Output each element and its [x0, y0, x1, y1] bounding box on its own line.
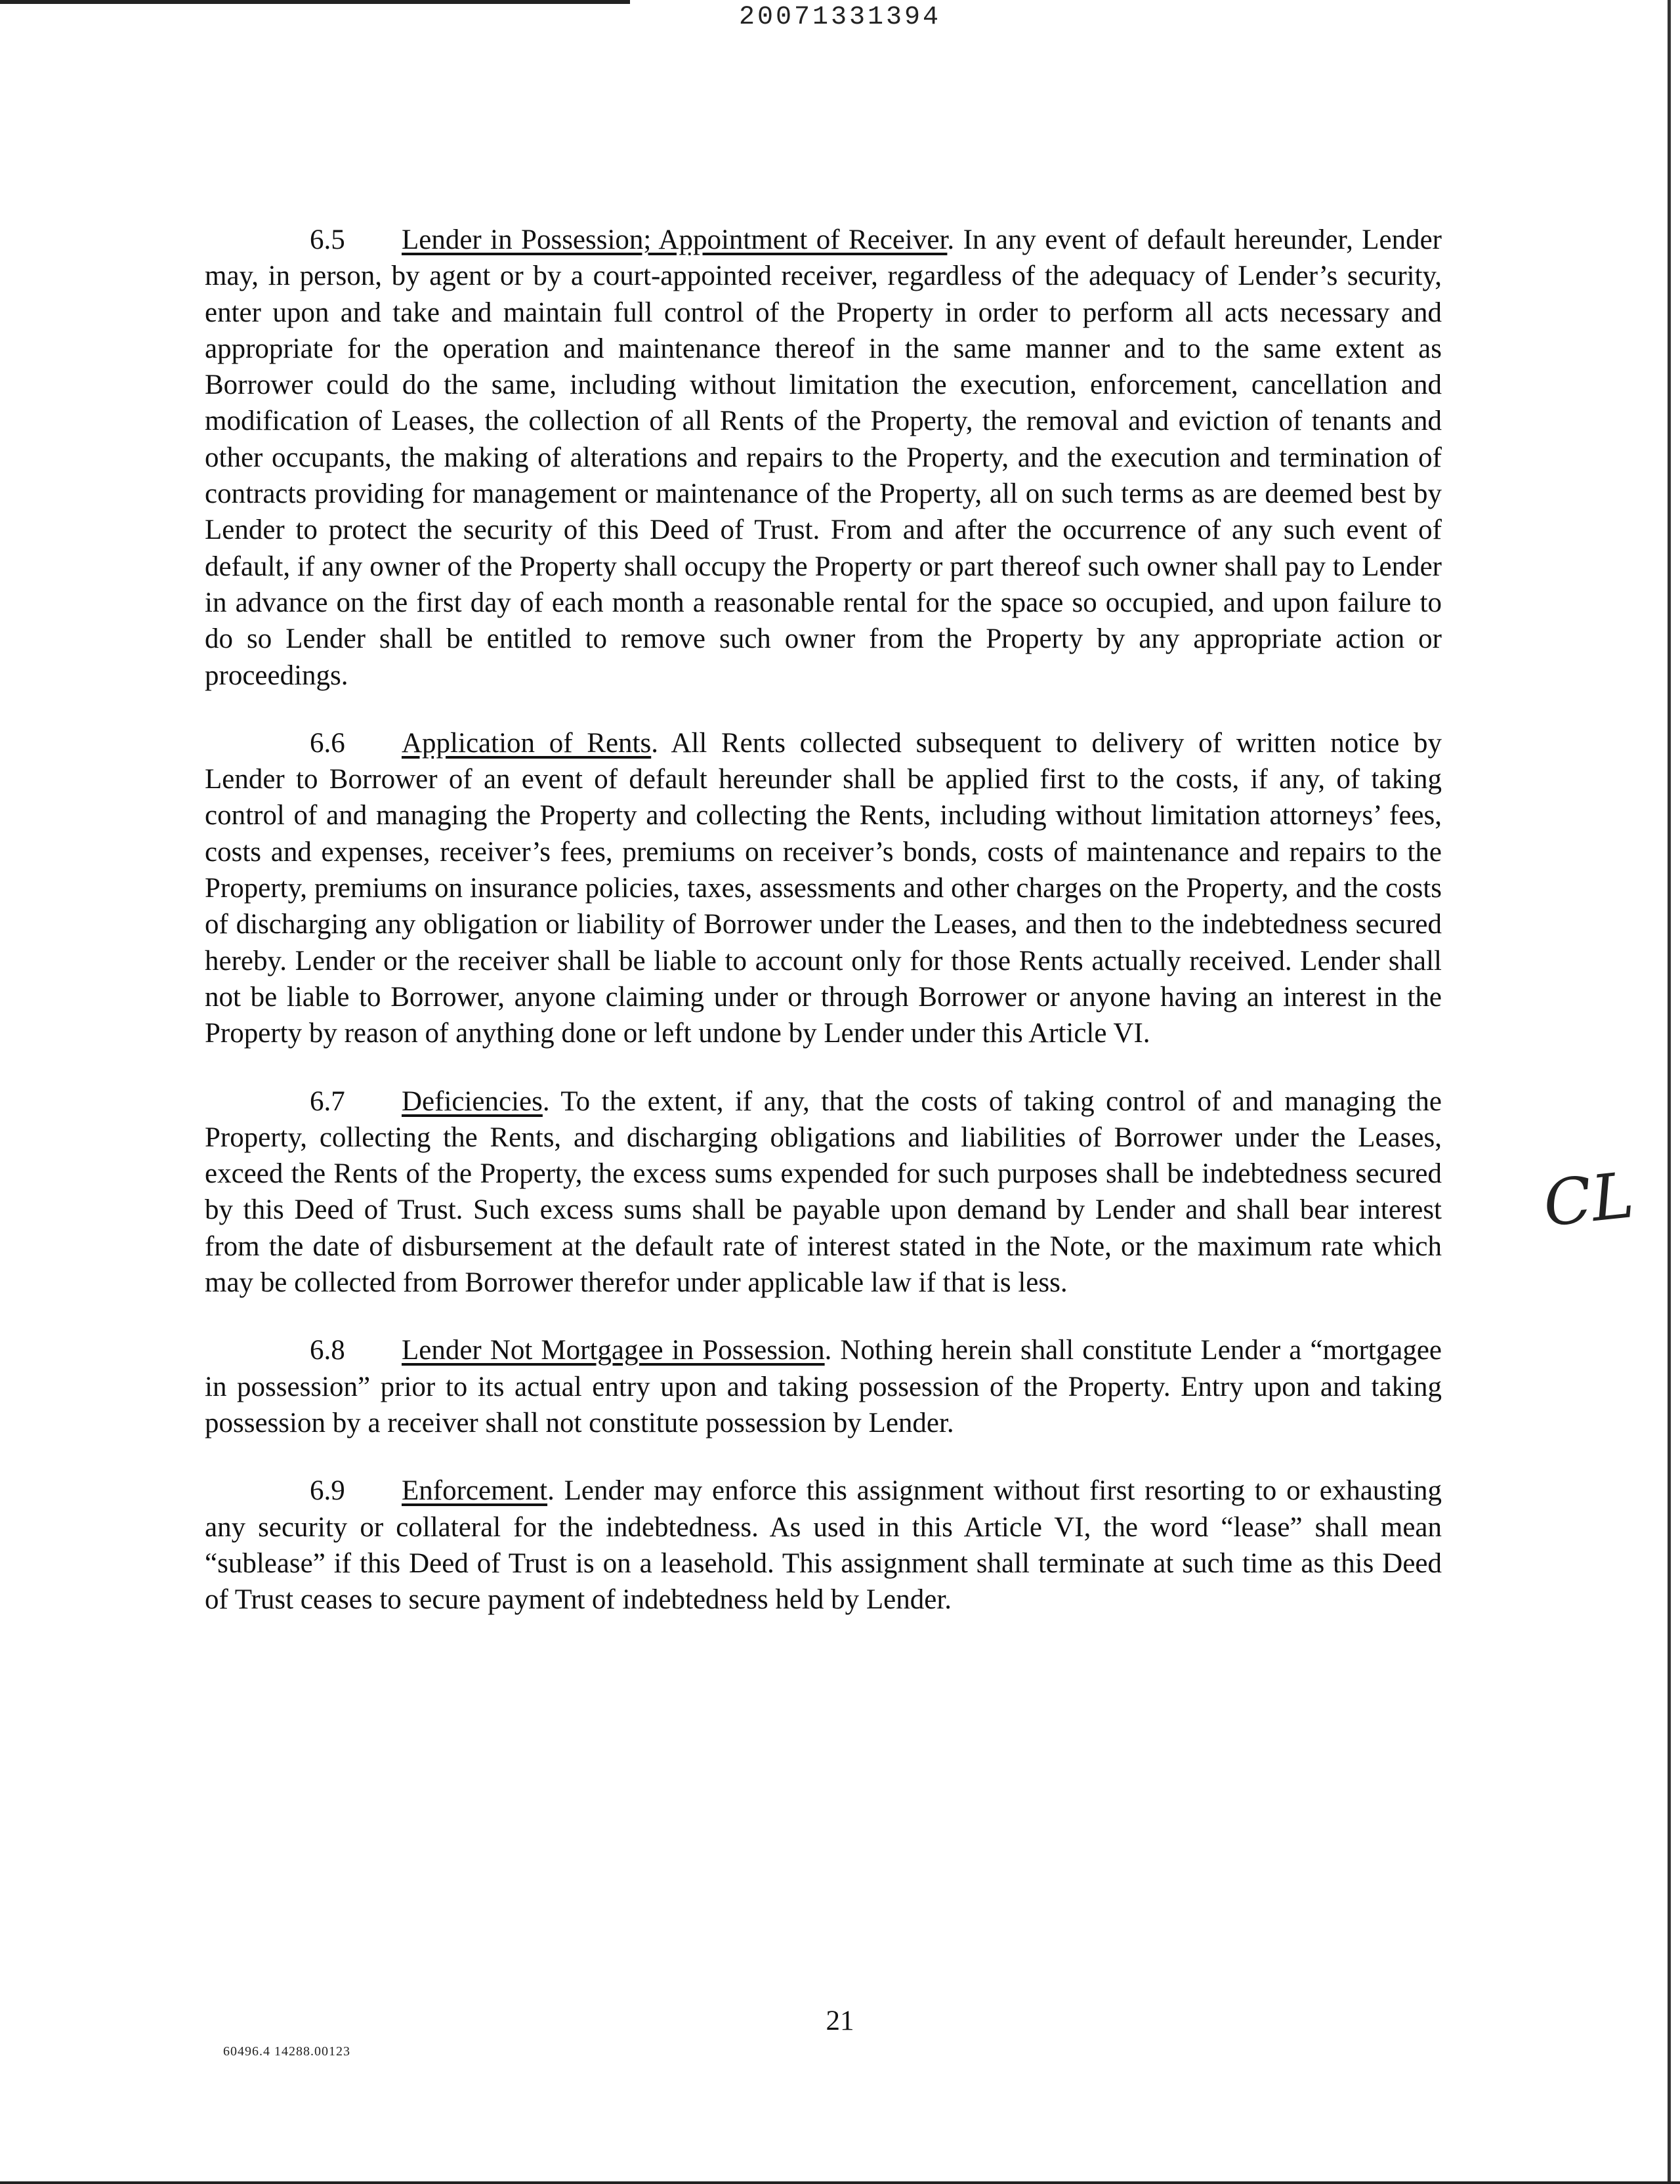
section-title: Enforcement — [402, 1475, 548, 1507]
section-text: . All Rents collected subsequent to delivery of written notice by Lender to Borrower of an event of default hereunder shall be applied first to the costs, if any, of taking control of and managing the Property and collecting the Rents, including without limitation attorneys’ fees, costs and expenses, receiver’s fees, premiums on receiver’s bonds, costs of maintenance and repairs to the Property, premiums on insurance policies, taxes, assessments and other charges on the Property, and the costs of discharging any obligation or liability of Borrower under the Leases, and then to the indebtedness secured hereby. Lender or the receiver shall be liable to account only for those Rents actually received. Lender shall not be liable to Borrower, anyone claiming under or through Borrower or anyone having an interest in the Property by reason of anything done or left undone by Lender under this Article VI. — [205, 727, 1442, 1049]
document-body — [205, 222, 1442, 1649]
section-6-5 — [205, 222, 1442, 694]
section-title: Lender in Possession; Appointment of Receiver — [402, 224, 948, 255]
section-text: . Nothing herein shall constitute Lender a “mortgagee in possession” prior to its actual entry upon and taking possession of the Property. Entry upon and taking possession by a receiver shall not constitute possession by Lender. — [205, 1335, 1442, 1438]
section-6-7 — [205, 1083, 1442, 1301]
section-number: 6.6 — [310, 727, 345, 759]
section-6-6 — [205, 725, 1442, 1052]
section-title: Lender Not Mortgagee in Possession — [402, 1335, 825, 1366]
section-number: 6.7 — [310, 1085, 345, 1117]
handwritten-initials: CL — [1540, 1158, 1637, 1241]
section-title: Deficiencies — [402, 1085, 543, 1117]
section-text: . To the extent, if any, that the costs of taking control of and managing the Property, collecting the Rents, and discharging obligations and liabilities of Borrower under the Leases, exceed the Rents of the Property, the excess sums expended for such purposes shall be indebtedness secured by this Deed of Trust. Such excess sums shall be payable upon demand by Lender and shall bear interest from the date of disbursement at the default rate of interest stated in the Note, or the maximum rate which may be collected from Borrower therefor under applicable law if that is less. — [205, 1085, 1442, 1299]
section-number: 6.5 — [310, 224, 345, 255]
document-code: 60496.4 14288.00123 — [223, 2044, 350, 2059]
section-text: . Lender may enforce this assignment without first resorting to or exhausting any security or collateral for the indebtedness. As used in this Article VI, the word “lease” shall mean “sublease” if this Deed of Trust is on a leasehold. This assignment shall terminate at such time as this Deed of Trust ceases to secure payment of indebtedness held by Lender. — [205, 1475, 1442, 1616]
scan-right-rule — [1668, 0, 1671, 2184]
section-text: . In any event of default hereunder, Lender may, in person, by agent or by a court-appointed receiver, regardless of the adequacy of Lender’s security, enter upon and take and maintain full control of the Property in order to perform all acts necessary and appropriate for the operation and maintenance thereof in the same manner and to the same extent as Borrower could do the same, including without limitation the execution, enforcement, cancellation and modification of Leases, the collection of all Rents of the Property, the removal and eviction of tenants and other occupants, the making of alterations and repairs to the Property, and the execution and termination of contracts providing for management or maintenance of the Property, all on such terms as are deemed best by Lender to protect the security of this Deed of Trust. From and after the occurrence of any such event of default, if any owner of the Property shall occupy the Property or part thereof such owner shall pay to Lender in advance on the first day of each month a reasonable rental for the space so occupied, and upon failure to do so Lender shall be entitled to remove such owner from the Property by any appropriate action or proceedings. — [205, 224, 1442, 691]
scan-bottom-rule — [0, 2181, 1680, 2184]
section-6-9 — [205, 1473, 1442, 1618]
section-number: 6.9 — [310, 1475, 345, 1507]
section-6-8 — [205, 1332, 1442, 1441]
page-number: 21 — [826, 2006, 854, 2036]
recording-number: 20071331394 — [738, 3, 942, 32]
section-number: 6.8 — [310, 1335, 345, 1366]
section-title: Application of Rents — [402, 727, 652, 759]
